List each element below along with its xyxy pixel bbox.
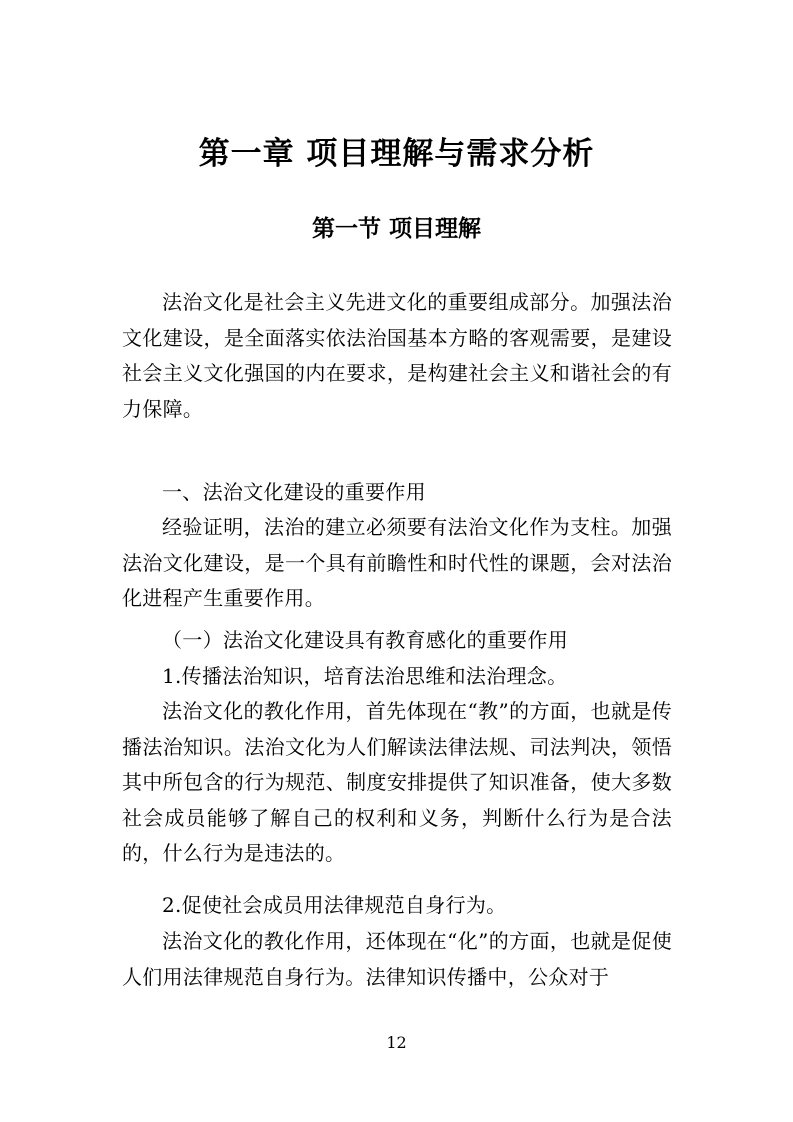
point-1-paragraph: 法治文化的教化作用，首先体现在“教”的方面，也就是传播法治知识。法治文化为人们解读法律法规、司法判决，领悟其中所包含的行为规范、制度安排提供了知识准备，使大多数社会成员能够了解自己的权利和义务，判断什么行为是合法的，什么行为是违法的。 (122, 699, 672, 865)
subheading-importance: 一、法治文化建设的重要作用 (162, 480, 426, 504)
chapter-title: 第一章 项目理解与需求分析 (198, 136, 595, 172)
page-number: 12 (386, 1033, 407, 1052)
point-2-paragraph: 法治文化的教化作用，还体现在“化”的方面，也就是促使人们用法律规范自身行为。法律知识传播中，公众对于 (122, 929, 672, 989)
intro-paragraph: 法治文化是社会主义先进文化的重要组成部分。加强法治文化建设，是全面落实依法治国基本方略的客观需要，是建设社会主义文化强国的内在要求，是构建社会主义和谐社会的有力保障。 (122, 290, 672, 421)
section-title: 第一节 项目理解 (311, 215, 481, 242)
subheading-education-role: （一）法治文化建设具有教育感化的重要作用 (162, 628, 568, 652)
point-1-heading: 1.传播法治知识，培育法治思维和法治理念。 (162, 664, 568, 688)
point-2-heading: 2.促使社会成员用法律规范自身行为。 (162, 893, 507, 917)
experience-paragraph: 经验证明，法治的建立必须要有法治文化作为支柱。加强法治文化建设，是一个具有前瞻性和时代性的课题，会对法治化进程产生重要作用。 (122, 515, 672, 610)
